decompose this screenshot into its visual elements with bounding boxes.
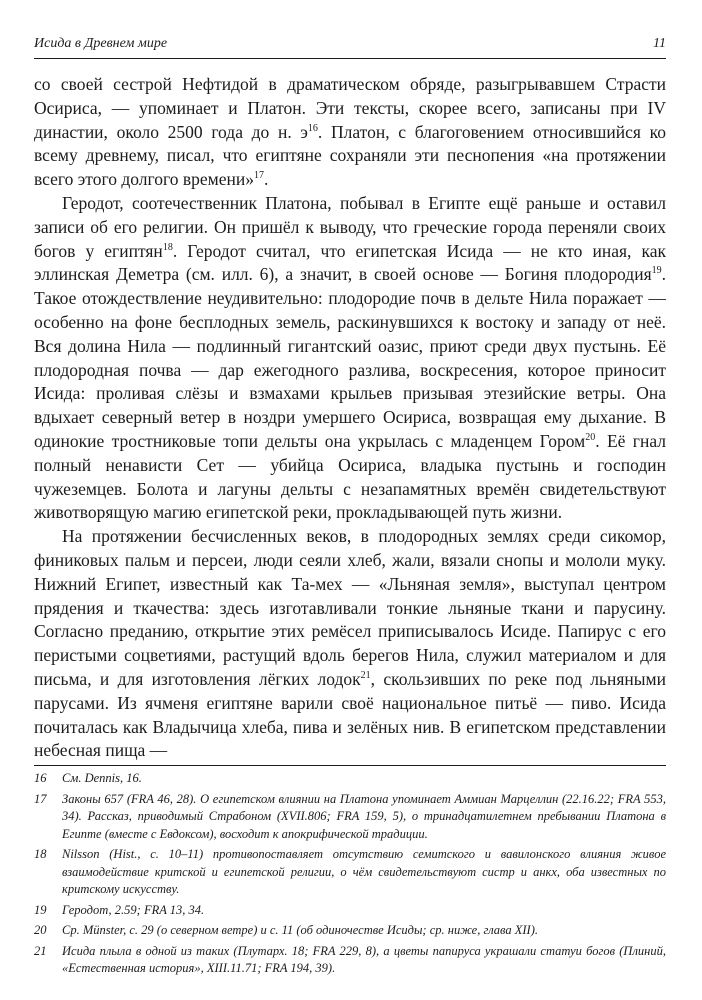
footnote bbox=[34, 943, 666, 978]
footnote-ref[interactable]: 20 bbox=[585, 432, 596, 444]
footnote-text: Исида плыла в одной из таких (Плутарх. 18; FRA 229, 8), а цветы папируса украшали статуи богов (Плиний, «Естественная история», XIII.11.71; FRA 194, 39). bbox=[62, 943, 666, 975]
running-head bbox=[34, 36, 666, 59]
paragraph-text: . Её гнал полный ненависти Сет — убийца Осириса, владыка пустынь и господин чужеземцев. Болота и лагуны дельты с незапамятных времён свидетельствуют животворящую магию египетской реки, прокладывающей путь жизни. bbox=[34, 430, 667, 523]
body-text bbox=[34, 73, 666, 763]
footnote bbox=[34, 846, 666, 899]
footnote-number: 16 bbox=[34, 771, 47, 785]
paragraph-text: . bbox=[263, 169, 269, 190]
footnote-text: Ср. Münster, с. 29 (о северном ветре) и с. 11 (об одиночестве Исиды; ср. ниже, глава XII). bbox=[62, 923, 539, 937]
footnote-number: 21 bbox=[34, 943, 47, 958]
footnote-separator bbox=[34, 765, 666, 766]
running-head-title: Исида в Древнем мире bbox=[34, 36, 168, 51]
footnote bbox=[34, 922, 666, 940]
page-number: 11 bbox=[653, 36, 666, 51]
paragraph-text: Геродот, соотечественник Платона, побывал в Египте ещё раньше и оставил записи об его религии. Он пришёл к выводу, что греческие города переняли своих богов у египтян bbox=[34, 192, 666, 261]
footnote-number: 18 bbox=[34, 847, 47, 861]
paragraph-text: со своей сестрой Нефтидой в драматическом обряде, разыгрывавшем Страсти Осириса, — упоминает и Платон. Эти тексты, скорее всего, записаны при IV династии, около 2500 года до н. э bbox=[34, 74, 666, 142]
footnote-text: Геродот, 2.59; FRA 13, 34. bbox=[62, 902, 205, 917]
footnote-text: См. Dennis, 16. bbox=[62, 771, 142, 785]
footnote-ref[interactable]: 18 bbox=[162, 241, 173, 253]
paragraph-text: . Платон, с благоговением относившийся ко всему древнему, писал, что египтяне сохраняли эти песнопения «на протяжении всего этого долгого времени» bbox=[34, 121, 666, 190]
paragraph-text: . Геродот считал, что египетская Исида — не кто иная, как эллинская Деметра (см. илл. 6), а значит, в своей основе — Богиня плодородия bbox=[34, 240, 666, 285]
footnote-text: Законы 657 (FRA 46, 28). О египетском влиянии на Платона упоминает Аммиан Марцеллин (22.16.22; FRA 553, 34). Рассказ, приводимый Страбоном (XVII.806; FRA 159, 5), о тринадцатилетнем пребывании Платона в Египте (вместе с Евдоксом), восходит к апокрифической традиции. bbox=[62, 791, 666, 841]
paragraph-text: На протяжении бесчисленных веков, в плодородных землях среди сикомор, финиковых пальм и персеи, люди сеяли хлеб, жали, вязали снопы и мололи муку. Нижний Египет, известный как Та-мех — «Льняная земля», выступал центром прядения и ткачества: здесь изготавливали тонкие льняные ткани и парусину. Согласно преданию, открытие этих ремёсел приписывалось Исиде. Папирус с его перистыми соцветиями, растущий вдоль берегов Нила, служил материалом и для письма, и для изготовления лёгких лодок bbox=[34, 526, 666, 689]
footnote-ref[interactable]: 16 bbox=[307, 122, 318, 134]
paragraph-text: . Такое отождествление неудивительно: плодородие почв в дельте Нила поражает — особенно на фоне бесплодных земель, раскинувшихся к востоку и западу от неё. Вся долина Нила — подлинный гигантский оазис, приют среди двух пустынь. Её плодородная почва — дар ежегодного разлива, воскресения, которое приносит Исида: проливая слёзы и взмахами крыльев призывая этезийские ветры. Она вдыхает северный ветер в ноздри умершего Осириса, возвращая ему дыхание. В одинокие тростниковые топи дельты она укрылась с младенцем Гором bbox=[34, 264, 666, 451]
footnote-number: 17 bbox=[34, 791, 47, 806]
footnote bbox=[34, 791, 666, 844]
footnote-ref[interactable]: 17 bbox=[253, 170, 264, 182]
paragraph-1 bbox=[34, 73, 666, 192]
footnote-ref[interactable]: 19 bbox=[651, 265, 662, 277]
footnote-ref[interactable]: 21 bbox=[360, 670, 371, 682]
footnote-number: 19 bbox=[34, 902, 47, 917]
footnote bbox=[34, 770, 666, 788]
footnotes bbox=[34, 770, 666, 981]
paragraph-3 bbox=[34, 525, 666, 763]
footnote-text: Nilsson (Hist., с. 10–11) противопоставляет отсутствию семитского и вавилонского влияния живое взаимодействие критской и египетской религии, о чём свидетельствуют систр и анкх, оба известных по критскому искусству. bbox=[62, 847, 666, 896]
footnote bbox=[34, 902, 666, 920]
footnote-number: 20 bbox=[34, 923, 47, 937]
paragraph-text: , скользивших по реке под льняными парусами. Из ячменя египтяне варили своё национальное питьё — пиво. Исида почиталась как Владычица хлеба, пива и зелёных нив. В египетском представлении небесная пища — bbox=[34, 668, 666, 761]
paragraph-2 bbox=[34, 192, 666, 525]
